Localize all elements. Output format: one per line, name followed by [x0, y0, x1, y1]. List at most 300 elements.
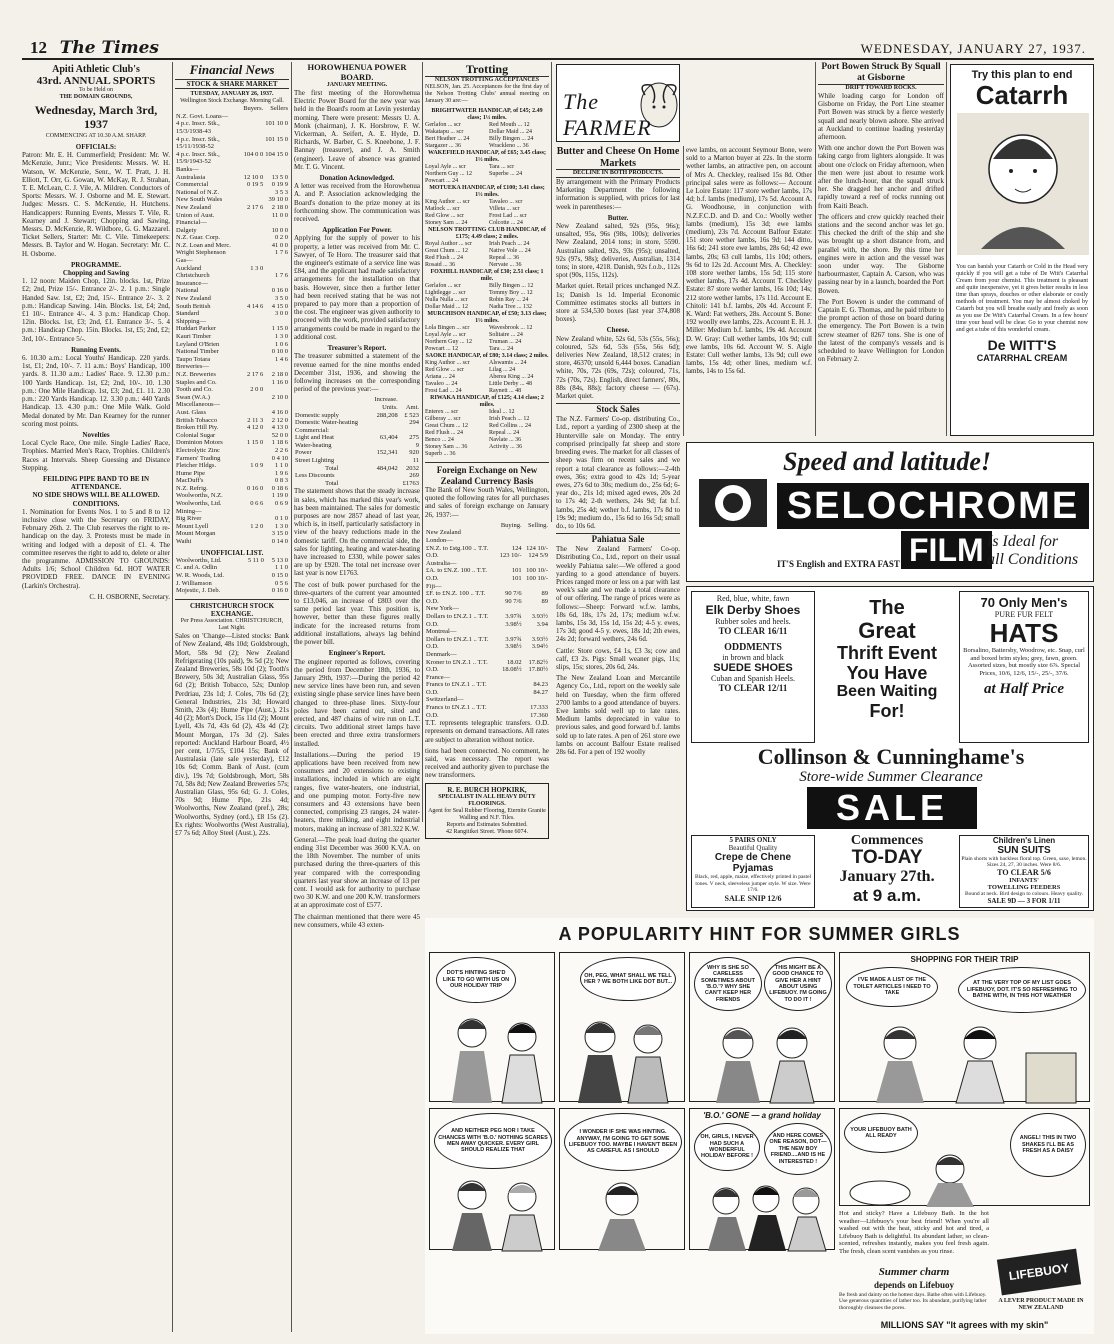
- panel2-bubble: OH, PEG, WHAT SHALL WE TELL HER ? WE BOTH LIKE DOT BUT...: [580, 957, 676, 1001]
- elk-l1: Red, blue, white, fawn: [716, 594, 790, 603]
- forex-row-label: Francs to £N.Z.1 .. T.T.: [426, 704, 487, 712]
- forex-row-label: Montreal—: [426, 628, 457, 636]
- share-row-col3: 1 18 6: [271, 439, 288, 447]
- share-row: [175, 341, 289, 349]
- horse-entry: Red Collins ... 24: [489, 423, 532, 429]
- race-name: MURCHISON HANDICAP, of £50; 3.13 class; 1½ miles.: [427, 311, 547, 324]
- farmer-p8: The New Zealand Loan and Mercantile Agency Co., Ltd., report on the weekly sale held on Tuesday, when the firm offered 2700 lambs to a good attendance of buyers. Ewe lambs sold well up to late rates. Medium lambs depreciated in value to previous sales, and good forward b.f. lambs sold up to late rates. A pen of 261 store ewe lambs on account Balfour Estate realised 28s 6d. For a pen of 192 woolly: [556, 674, 680, 756]
- forex-row-label: Dollars to £N.Z.1 .. T.T.: [426, 635, 489, 643]
- revenue-row-col2: [369, 419, 398, 427]
- share-row-col2: [242, 356, 264, 364]
- rev-amt: Amt.: [405, 403, 419, 411]
- horowhenua-p9: General.—The peak load during the quarter ending 31st December was 3600 K.V.A. on the 18th November. The number of units purchased during the three-quarters of this year compared with the corresponding quarters last year show an increase of 13 per cent. I would ask for authority to purchase two 30 K.W. and one 200 K.W. transformers at an approximate cost of £577.: [294, 835, 420, 910]
- forex-row-col2: [496, 681, 522, 689]
- horse-entry: Superbe ... 24: [489, 171, 523, 177]
- horse-entry: Gerlafon ... scr: [425, 122, 461, 128]
- share-row-col3: 4 13 0: [271, 424, 288, 432]
- share-row: [175, 447, 289, 455]
- revenue-discount: [294, 472, 420, 480]
- panel7-bubble: I WONDER IF SHE WAS HINTING. ANYWAY, I'M GOING TO GET SOME LIFEBUOY TOO. MAYBE I HAVEN'T BEEN AS CAREFUL AS I SHOULD: [564, 1113, 682, 1171]
- rev-total-amt: 2032: [406, 464, 419, 472]
- collinson-sub: Store-wide Summer Clearance: [799, 769, 983, 785]
- hats-box: [959, 591, 1089, 743]
- lifebuoy-ad: [425, 918, 1094, 1334]
- share-row-col3: 2 12 0: [271, 416, 288, 424]
- horse-entry: Powcart ... 24: [425, 178, 459, 184]
- share-row-col2: [242, 249, 264, 257]
- race-horses: [425, 164, 549, 185]
- share-table-header: [175, 105, 289, 113]
- panel8b-bubble: AND HERE COMES ONE REASON, DOT—THE NEW BOY FRIEND....AND IS HE INTERESTED !: [764, 1123, 832, 1175]
- race-horses: [425, 360, 549, 395]
- hats-l4: Borsalino, Battersby, Woodrow, etc. Snap, curl and boxed brim styles; grey, fawn, green. Assorted sizes, but mostly size 6⅞. Special Prices, 10/6, 12/6, 15/-, 25/-, 37/6.: [963, 647, 1085, 677]
- share-row-col3: 2 18 0: [271, 203, 288, 211]
- revenue-row-col2: [369, 457, 398, 465]
- share-row: [175, 249, 289, 257]
- horse-entry: Raynett ... 48: [489, 388, 522, 394]
- share-row-label: Tooth and Co.: [176, 386, 213, 394]
- forex-row-label: O.D.: [426, 688, 439, 696]
- catarrh-h2: Catarrh: [975, 80, 1069, 110]
- forex-row-col2: 18.08½: [502, 666, 522, 674]
- horse-entry: Loyal Ayle ... scr: [425, 164, 466, 170]
- horse-entry: Gilberay ... scr: [425, 416, 461, 422]
- financial-column: [175, 62, 289, 1332]
- horowhenua-h2: Donation Acknowledged.: [319, 174, 395, 183]
- forex-row-col2: [496, 712, 522, 720]
- forex-row-col2: [496, 696, 522, 704]
- conditions-text: 1. Nomination for Events Nos. 1 to 5 and 8 to 12 inclusive close with the Secretary on FRIDAY, February 26th. 2. The Club reserves the right to re-handicap on the day. 3. Protests must be made in writing and lodged with a deposit of £1. 4. The committee reserves the right to add to, delete or alter the programme. ADMISSION TO GROUNDS: Adults 1/6; School Children 6d. HOT WATER PROVIDED FREE. DANCE IN EVENING (Larkin's Orchestra).: [22, 507, 170, 590]
- panel6-figures: [430, 1169, 556, 1251]
- share-row-col2: [242, 189, 264, 197]
- forex-row-col3: 124 10/-: [526, 544, 548, 552]
- horowhenua-p5: The statement shows that the steady increase in sales, which has marked this year's work, has been maintained. The sales for domestic purposes are now 2857 ahead of last year, which is, in itself, particularly satisfactory in view of the heavy reductions made in the domestic tariff. On the commercial side, the sales for lighting, heating and water-heating have increased to £330, while power sales are up by £920. The total net increase over last year is now £1763.: [294, 487, 420, 578]
- suits-l6: TOWELLING FEEDERS: [987, 884, 1061, 892]
- share-row: [175, 136, 289, 151]
- share-row-col3: 0 4 10: [271, 454, 288, 462]
- share-row-col2: [242, 280, 264, 288]
- thrift-l2: Great: [858, 618, 916, 643]
- share-row: [175, 462, 289, 470]
- share-row: [175, 417, 289, 425]
- share-row-label: Taupo Totara: [176, 355, 211, 363]
- panel6-bubble: AND NEITHER PEG NOR I TAKE CHANCES WITH 'B.O.' NOTHING SCARES MEN AWAY QUICKER. EVERY GIRL SHOULD REALIZE THAT: [434, 1113, 552, 1169]
- horse-entry: Tavaleo ... scr: [489, 199, 523, 205]
- suits-l1: Children's Linen: [992, 836, 1056, 845]
- share-row-label: Christchurch: [176, 272, 210, 280]
- share-row-label: Mount Morgan: [176, 530, 216, 538]
- portbowen-p2: With one anchor down the Port Bowen was taking cargo from lighters alongside. It was about one o'clock on Friday afternoon, when the men were just about to resume work after the lunch-hour, that the squall struck her. She dragged her anchor and drifted rapidly toward a reef of rocks running out from Kaiti Beach.: [818, 144, 944, 210]
- share-row-col3: [264, 280, 289, 288]
- horse-entry: Irish Peach ... 12: [489, 416, 530, 422]
- forex-row: [425, 545, 549, 553]
- race-horses: [425, 283, 549, 311]
- panel5-figures: [840, 1013, 1091, 1103]
- horse-entry: Little Derby ... 48: [489, 381, 532, 387]
- suits-l3: Plain shorts with backless floral top. Green, saxe, lemon. Sizes 24, 27, 30 inches. Were 8/6.: [961, 856, 1087, 869]
- horse-entry: Nulla Nulla ... scr: [425, 297, 468, 303]
- share-row-col2: [242, 196, 264, 204]
- horowhenua-p1: The first meeting of the Horowhenua Electric Power Board for the new year was held in the Board's room at Levin yesterday morning. There were present: Messrs U. A. Monk (chairman), J. K. Horsbrow, F. W. Vickerman, A. Seifert, A. E. Hyde, D. Richards, W. Barber, C. S. Kneebone, J. F. Bannay (treasurer), and J. A. Smith (engineer). Leave of absence was granted Mr. T. G. Vincent.: [294, 89, 420, 171]
- panel-5: [839, 952, 1090, 1102]
- hats-l3: HATS: [989, 618, 1059, 648]
- horse-entry: Wavesbrook ... 12: [489, 325, 533, 331]
- share-row-label: Dominion Motors: [176, 439, 223, 447]
- share-row: [175, 523, 289, 531]
- share-row-label: Dalgety: [176, 226, 197, 234]
- forex-row-label: O.D.: [426, 597, 439, 605]
- lifebuoy-maker: A LEVER PRODUCT MADE IN NEW ZEALAND: [998, 1298, 1084, 1311]
- share-row: [175, 538, 289, 546]
- share-row-label: New Zealand: [176, 295, 211, 303]
- crepe-l6: SALE SNIP 12/6: [724, 893, 782, 903]
- commences-l4: at 9 a.m.: [852, 886, 922, 905]
- forex-row-col3: 3.94½: [531, 643, 548, 651]
- share-row-col2: 0 6 6: [250, 500, 264, 508]
- forex-header: [425, 522, 549, 530]
- share-row-col3: 2 18 0: [271, 370, 288, 378]
- suits-box: [959, 835, 1089, 908]
- forex-row-col2: [496, 704, 522, 712]
- forex-row-col2: 18.02: [506, 658, 522, 666]
- lifebuoy-charm2: depends on Lifebuoy: [873, 1280, 955, 1290]
- share-row-label: N.Z. Refrig.: [176, 484, 208, 492]
- revenue-row-col3: 9: [415, 441, 419, 449]
- share-row-col3: 1 3 0: [275, 333, 288, 341]
- forex-row-col3: [523, 529, 549, 537]
- share-row-col2: [242, 477, 264, 485]
- running-heading: Running Events.: [71, 345, 121, 354]
- share-row: [175, 455, 289, 463]
- panel-1: [429, 952, 555, 1102]
- revenue-header: [294, 396, 420, 404]
- race-horses: [425, 122, 549, 150]
- panel-3: [689, 952, 835, 1102]
- thrift-l5: Been Waiting: [836, 683, 938, 700]
- share-row-label: Financial—: [176, 219, 207, 227]
- horse-entry: Truman ... 24: [489, 339, 522, 345]
- horse-entry: Lightlegge ... scr: [425, 290, 466, 296]
- farmer-col2: ewe lambs, on account Seymour Bone, were sold to a Marton buyer at 22s. In the storm wether lambs, an attractive pen, on account of Mrs A. Checkley, realised 15s 8d. Other principal sales were as follows:— Account Le Loire Estate: 117 store wether lambs, 17s 4d; b.f. lambs (medium), 17s 5d. Account A. G. Woodhouse, in conjunction with N.Z.F.C.D. and D. and Co.: Woolly wether lambs (medium), 15s 3d; ewe lambs (medium), 23s 7d. Account Balfour Estate: 151 store wether lambs, 16s 9d; 144 ditto, 16s 6d; 241 store ewe lambs, 28s 6d; 42 ewe lambs, 20s; 63 cull lambs, 11s 10d; others, 9s 6d to 12s 2d. Account Mrs. A. Checkley: 108 store wether lambs, 15s 5d; 115 store wether lambs, 17s 4d. Account T. Checkley Estate: 87 store wether lambs, 16s 10d; 14s; 212 store wether lambs, 17s 11d. Account E. Chitoli: 141 b.f. lambs, 20s 4d. Account F. K. Ward: Fat wethers, 28s. Account S. Bone: 192 woolly ewe lambs, 22s. Account E. H. J. Miller: Medium b.f. lambs, 19s 4d. Account D. W. Gray: Cull wether lambs, 10s 9d; cull ewe lambs, 10s 6d. Account W. S. Aigle Estate: Cull wether lambs, 13s 9d; cull ewe lambs, 15s 4d; other lines, medium w.f. lambs, 14s to 15s 6d.: [686, 146, 812, 376]
- share-row-col3: 0 18 6: [271, 484, 288, 492]
- horse-entry: Powcart ... 12: [425, 346, 459, 352]
- elk-box: [691, 591, 815, 743]
- forex-row: [425, 537, 549, 545]
- share-row-label: 4 p.c. Inscr. Stk., 15/9/1943-52: [176, 150, 220, 166]
- paper-name: The Times: [59, 38, 159, 58]
- forex-row: [425, 666, 549, 674]
- race-name: FOXHILL HANDICAP, of £30; 2.51 class; 1 mile.: [430, 269, 544, 282]
- forex-row: [425, 636, 549, 644]
- horse-entry: Red Glow ... scr: [425, 367, 464, 373]
- revenue-row-label: Domestic Water-heating: [295, 419, 358, 427]
- share-row-col3: 10 0 0: [271, 226, 288, 234]
- share-row-col2: [242, 333, 264, 341]
- share-row-col3: 0 2 0: [275, 234, 288, 242]
- panel8-title: 'B.O.' GONE — a grand holiday: [703, 1111, 821, 1120]
- share-row: [175, 325, 289, 333]
- forex-row-label: O.D.: [426, 643, 439, 651]
- share-row-col2: [242, 227, 264, 235]
- selochrome-line1: Speed and latitude!: [783, 447, 992, 476]
- forex-row-label: Switzerland—: [426, 696, 464, 704]
- forex-row-col2: [496, 583, 522, 591]
- forex-row-col2: 3.97¾: [505, 635, 522, 643]
- officials-text: Patron: Mr. E. H. Cummerfield; President: Mr. W. McKenzie, Junr.; Vice Presidents: Messrs. W. H. Watson, W. McKenzie, Senr., W. T. Pratt, J. H. Elliott, T. Orr, G. Gowan, W. McKay, R. J. Strahan, T. E. McLean, C. J. Vile, A. Mildren. Conductors of Sports: Messrs. W. J. Osborne and M. E. Stewart. Judges: Messrs. C. S. McKenzie, H. Hutchens. Handicappers: Running Events, Messrs T. Vile, R. Kearney and J. Stewart; Chopping and Sawing, Messrs. D. McKenzie, R. Wildbore, G. G. Mazzarel. Ticket Sellers, Starter: Mr. C. Vile. Timekeepers: Messrs. B. Taylor and W. Hogan. Secretary: Mr. C. H. Osborne.: [22, 151, 170, 258]
- horowhenua-h5: Engineer's Report.: [328, 649, 386, 658]
- panel7-figures: [560, 1171, 686, 1251]
- forex-row-label: £F. to £N.Z. 100 .. T.T.: [426, 590, 486, 598]
- horse-entry: Dollar Maid ... 12: [425, 304, 468, 310]
- forex-row-label: Fiji—: [426, 582, 442, 590]
- forex-row-label: Francs to £N.Z.1 .. T.T.: [426, 681, 487, 689]
- share-row-col3: 3 15 0: [271, 530, 288, 538]
- unofficial-row-col2: [241, 580, 265, 588]
- suits-l4: TO CLEAR 5/6: [997, 868, 1051, 878]
- panel-2: [559, 952, 685, 1102]
- panel-8: [689, 1108, 835, 1250]
- column-rule: [172, 62, 173, 1332]
- collinson-name: Collinson & Cunninghame's: [757, 744, 1025, 769]
- horse-entry: Tommy Boy ... 12: [489, 290, 533, 296]
- share-row-col2: 1 0 9: [250, 462, 264, 470]
- revenue-row: [294, 434, 420, 442]
- race-name: WAKEFIELD HANDICAP, of £65; 3.45 class; 1½ miles.: [428, 150, 546, 163]
- share-row-col2: [242, 401, 264, 409]
- share-row-col3: 0 6 9: [275, 500, 288, 508]
- commences-box: [819, 833, 955, 909]
- unofficial-row-col2: 5 11 0: [247, 556, 264, 564]
- elk-l8: Cuban and Spanish Heels.: [711, 674, 795, 683]
- farmer-p6: The New Zealand Farmers' Co-op. Distributing Co., Ltd., report on their usual weekly Pahiatua sale:—We offered a good yarding to a good attendance of buyers. Prices ranged more or less on a par with last week's sale and we made a total clearance of our offering. The range of prices were as follows:—Sheep: Forward w.f.w. lambs, 18s 6d, 18s, 17s 2d, 17s; medium w.f.w. lambs, 15s 3d, 15s 1d, 15s 2d; 4-5 y. ewes, 17s 3d; good 4-5 y. ewes, 18s 1d; 2th ewes, 24s 2d; forward wethers, 24s 6d.: [556, 545, 680, 644]
- share-row-col3: [264, 318, 289, 326]
- share-row-label: Leyland O'Brien: [176, 340, 220, 348]
- forex-row-col2: 101: [511, 567, 522, 575]
- panel3-figures: [690, 1013, 836, 1103]
- share-row-col3: [264, 113, 289, 121]
- horse-entry: Matlock ... scr: [425, 206, 460, 212]
- share-row-col2: 1 15 0: [247, 439, 264, 447]
- share-row-col2: [242, 166, 264, 174]
- hopkirk-ad: [425, 783, 549, 839]
- revenue-row-col2: 63,404: [379, 434, 398, 442]
- forex-row: [425, 621, 549, 629]
- horse-entry: Native Vole ... 24: [489, 248, 531, 254]
- forex-row-label: O.D.: [426, 666, 439, 674]
- portbowen-column: [818, 62, 944, 436]
- masthead: [22, 38, 1094, 60]
- horse-entry: Billy Bingen ... 12: [489, 283, 534, 289]
- share-row: [175, 287, 289, 295]
- share-row-label: Auckland: [176, 264, 202, 272]
- horse-entry: Red Flush ... 24: [425, 255, 464, 261]
- forex-row: [425, 605, 549, 613]
- elk-l7: SUEDE SHOES: [713, 662, 793, 674]
- forex-row-label: New Zealand: [426, 529, 461, 537]
- horowhenua-p3: Applying for the supply of power to his property, a letter was received from Mr. C. Sawyer, of Te Horo. The treasurer said that the engineer's estimate of a service line was £84, and the applicant had made satisfactory arrangements for the installation on that basis. However, since then a further letter had been received stating that he was not prepared to pay more than a proportion of the cost. The engineer was given authority to proceed with the work, provided satisfactory arrangements could be made in regard to the additional cost.: [294, 234, 420, 341]
- share-row-col2: [242, 234, 264, 242]
- forex-col-selling: Selling.: [527, 521, 548, 529]
- portbowen-title: Port Bowen Struck By Squall at Gisborne: [821, 62, 941, 83]
- share-row-col3: 3 5 0: [275, 295, 288, 303]
- share-row-label: South British: [176, 302, 211, 310]
- horse-entry: Wrackleno ... 36: [489, 143, 529, 149]
- rev-total-label: Total: [325, 464, 339, 472]
- forex-row-label: Dollars to £N.Z.1 .. T.T.: [426, 612, 489, 620]
- col-sellers: Sellers: [270, 105, 288, 113]
- share-row-label: Broken Hill Pty.: [176, 424, 219, 432]
- officials-heading: OFFICIALS:: [75, 143, 117, 151]
- share-row: [175, 439, 289, 447]
- catarrh-brand2: CATARRHAL CREAM: [976, 353, 1068, 363]
- commences-l1: Commences: [850, 833, 924, 848]
- unofficial-row-col2: [241, 564, 265, 572]
- share-row-col2: [242, 325, 264, 333]
- race-name: NELSON TROTTING CLUB HANDICAP, of £175; 4.49 class; 2 miles.: [428, 227, 546, 240]
- farmer-h1: Butter and Cheese On Home Markets: [556, 146, 680, 169]
- horse-entry: Benco ... 24: [425, 437, 454, 443]
- portbowen-sub: DRIFT TOWARD ROCKS.: [818, 84, 944, 92]
- forex-row-label: Kroner to £N.Z.1 .. T.T.: [426, 658, 488, 666]
- forex-section: [425, 462, 549, 780]
- unofficial-row: [175, 587, 289, 595]
- forex-row-col3: 17.80½: [528, 666, 548, 674]
- lifebuoy-copy-block: [839, 1210, 1090, 1334]
- forex-row-col3: 100 10/-: [526, 574, 548, 582]
- revenue-row-col2: [369, 442, 398, 450]
- forex-row-col3: 17.360: [530, 711, 548, 719]
- share-row-col2: [242, 394, 264, 402]
- race-horses: [425, 241, 549, 269]
- share-row-col2: [242, 363, 264, 371]
- share-row: [175, 227, 289, 235]
- revenue-row-label: Street Lighting: [295, 457, 335, 465]
- horse-entry: Nervate ... 36: [489, 262, 522, 268]
- forex-row: [425, 583, 549, 591]
- share-row-col2: 2 11 3: [247, 416, 264, 424]
- unofficial-table: [175, 557, 289, 595]
- forex-rows: [425, 529, 549, 719]
- lifebuoy-millions: MILLIONS SAY "It agrees with my skin": [880, 1320, 1049, 1330]
- suits-l8: SALE 9D — 3 FOR 1/11: [987, 897, 1061, 906]
- revenue-table: [294, 396, 420, 487]
- revenue-row-col2: 152,341: [376, 449, 398, 457]
- suits-l2: SUN SUITS: [997, 845, 1051, 856]
- revenue-rows: [294, 412, 420, 465]
- share-row-col3: 4 16 0: [271, 408, 288, 416]
- forex-row-col2: [496, 537, 522, 545]
- share-row: [175, 166, 289, 174]
- forex-row: [425, 590, 549, 598]
- masthead-left: [30, 38, 159, 58]
- horse-entry: Activity ... 36: [489, 444, 523, 450]
- share-row-col2: [242, 212, 264, 220]
- share-row-label: Insurance—: [176, 279, 208, 287]
- share-row-col2: 0 16 0: [247, 484, 264, 492]
- elk-l6: in brown and black: [722, 653, 784, 662]
- race-horses: [425, 199, 549, 227]
- revenue-row-col2: 288,208: [376, 411, 398, 419]
- column-rule: [422, 62, 423, 822]
- share-row-col3: 0 1 0: [275, 515, 288, 523]
- hopkirk-name: R. E. BURCH HOPKIRK,: [447, 785, 527, 794]
- share-row: [175, 151, 289, 166]
- forex-row-col3: 100 10/-: [526, 567, 548, 575]
- selochrome-tag1: Is Ideal for: [987, 533, 1059, 550]
- revenue-row-label: Power: [295, 449, 312, 457]
- stock-title: Stock Sales: [556, 403, 680, 415]
- unofficial-row-label: C. and A. Odlin: [176, 564, 217, 572]
- sports-subtitle: To be Held on: [78, 87, 114, 93]
- share-row-col2: 2 0 0: [250, 386, 264, 394]
- share-row-col2: [242, 379, 264, 387]
- forex-row-col3: 3.94: [536, 620, 548, 628]
- share-row-label: Standard: [176, 310, 200, 318]
- share-row-label: National: [176, 287, 199, 295]
- unofficial-heading: UNOFFICIAL LIST.: [200, 548, 264, 557]
- rev-units: Units.: [382, 403, 398, 411]
- share-row-label: Banks—: [176, 165, 199, 173]
- forex-row: [425, 567, 549, 575]
- share-row: [175, 401, 289, 409]
- share-row-col3: 101 10 0: [265, 120, 288, 128]
- horse-entry: King Author ... scr: [425, 360, 470, 366]
- share-row-col2: 2 17 6: [247, 370, 264, 378]
- horowhenua-p4: The treasurer submitted a statement of the revenue earned for the nine months ended December 31st, 1936, and showing the following increases on the corresponding period of the previous year:—: [294, 352, 420, 394]
- share-row-col3: 52 0 0: [271, 431, 288, 439]
- horse-entry: Villeta ... scr: [489, 206, 520, 212]
- share-row: [175, 477, 289, 485]
- share-row-label: New South Wales: [176, 196, 223, 204]
- share-row-col2: [242, 409, 264, 417]
- share-row: [175, 424, 289, 432]
- share-row: [175, 386, 289, 394]
- collinson-sale: SALE: [807, 787, 977, 829]
- thrift-l3: Thrift Event: [836, 643, 937, 663]
- race-name: MOTUEKA HANDICAP, of £100; 3.41 class; 1½ miles.: [429, 185, 545, 198]
- hats-l2: PURE FUR FELT: [994, 610, 1054, 619]
- sports-time: COMMENCING AT 10.30 A.M. SHARP.: [45, 133, 147, 139]
- share-row-col2: [242, 515, 264, 523]
- share-row-label: Gas—: [176, 257, 193, 265]
- hopkirk-line3: Reports and Estimates Submitted.: [446, 821, 528, 828]
- horse-entry: Frost Lad ... scr: [489, 213, 527, 219]
- share-row-col3: 0 19 9: [271, 181, 288, 189]
- share-row-col2: [242, 530, 264, 538]
- share-row-label: Electrolytic Zinc: [176, 446, 220, 454]
- horse-entry: Red Flush ... 24: [425, 430, 464, 436]
- horse-entry: Tara ... scr: [489, 164, 515, 170]
- panel5a-bubble: I'VE MADE A LIST OF THE TOILET ARTICLES I NEED TO TAKE: [846, 967, 938, 1007]
- panel-6: [429, 1108, 555, 1250]
- revenue-row-label: Light and Heat: [295, 434, 334, 442]
- thrift-l4: You Have: [846, 663, 928, 683]
- trotting-intro: NELSON, Jan. 25. Acceptances for the first day of the Nelson Trotting Clubs' annual meeting on January 30 are:—: [425, 84, 549, 104]
- forex-row: [425, 689, 549, 697]
- column-rule: [551, 62, 552, 522]
- rev-heading: Increase.: [374, 396, 398, 404]
- farmer-banner-title: The FARMER: [563, 89, 652, 140]
- forex-row: [425, 613, 549, 621]
- revenue-row: [294, 419, 420, 427]
- forex-row-label: O.D.: [426, 711, 439, 719]
- commences-l2: TO-DAY: [851, 847, 923, 868]
- chopping-heading: Chopping and Sawing: [62, 269, 130, 278]
- revenue-row-label: Commercial:: [295, 426, 329, 434]
- share-row-label: Waihi: [176, 538, 192, 546]
- unofficial-row-label: Mojestic, J. Deb.: [176, 587, 221, 595]
- share-row: [175, 242, 289, 250]
